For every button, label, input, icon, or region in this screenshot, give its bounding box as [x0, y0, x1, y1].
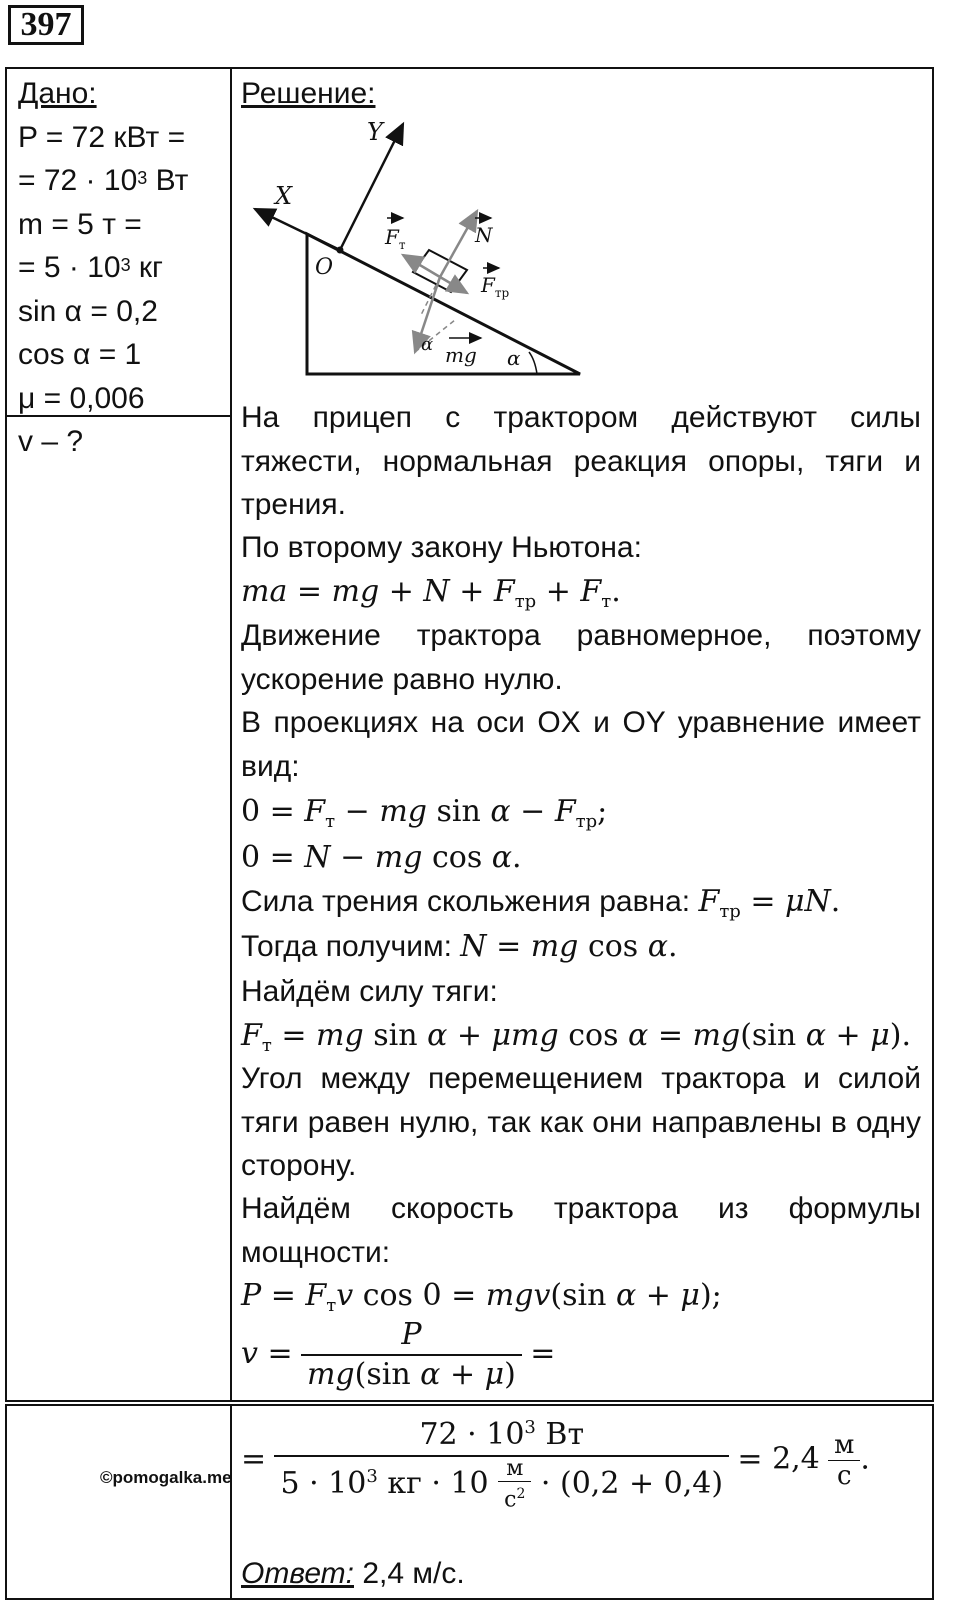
given-block — [18, 72, 188, 420]
angle-label-block: α — [421, 334, 434, 355]
column-divider — [230, 67, 232, 1402]
force-fr-label: $F_{тр}$ — [481, 273, 510, 300]
solution-text-4: В проекциях на оси OX и OY уравнение имеет вид: — [241, 706, 921, 783]
power-equation: $P = F_тv$ cos 0 = mgv(sin α + μ); — [241, 1278, 722, 1316]
incline-triangle — [307, 234, 580, 374]
given-line: m = 5 т = — [18, 207, 142, 241]
answer-value: 2,4 м/с. — [354, 1557, 465, 1590]
given-line: sin α = 0,2 — [18, 294, 158, 328]
x-axis — [255, 209, 340, 250]
find-block — [18, 420, 83, 464]
angle-arc — [529, 352, 537, 374]
answer-line — [241, 1552, 921, 1596]
projection-ox: $0 = F_т$ − mg $\sin \alpha - F_{тр}$; — [241, 794, 608, 832]
force-t-label: $F_т$ — [385, 225, 406, 252]
given-line: cos α = 1 — [18, 338, 142, 371]
given-line: = $72 \cdot 10^3$ Вт — [18, 164, 189, 197]
velocity-formula: v = $\frac{P}{\text{mg(sin α + μ)}}$ = — [241, 1317, 556, 1392]
solution-header-wrap — [241, 72, 921, 116]
solution-text-7: Найдём силу тяги: — [241, 975, 498, 1008]
force-n-vector — [440, 211, 477, 277]
solution-text-1: На прицеп с трактором действуют силы тяжести, нормальная реакция опоры, тяги и трения. — [241, 401, 921, 521]
angle-label-incline: α — [507, 346, 521, 370]
solution-text-8: Угол между перемещением трактора и силой тяги равен нулю, так как они направлены в одну сторону. — [241, 1062, 921, 1182]
friction-line: Сила трения скольжения равна: $F_{тр} = \mu N$. — [241, 884, 841, 922]
projection-oy: 0 = N − mg cos α. — [241, 840, 522, 875]
newton-equation: ma = mg + $N + F_{тр} + F_т$. — [241, 574, 621, 612]
trailer-block — [413, 250, 467, 292]
answer-label: Ответ: — [241, 1557, 354, 1590]
solution-text-9: Найдём скорость трактора из формулы мощности: — [241, 1192, 921, 1269]
velocity-fraction: $\frac{P}{\text{mg(sin α + μ)}}$ — [301, 1316, 522, 1394]
gravity-label: mg — [445, 343, 477, 367]
axis-y-label: Y — [367, 118, 383, 146]
find-line: v – ? — [18, 425, 84, 458]
incline-diagram — [245, 112, 595, 382]
problem-number: 397 — [8, 5, 84, 45]
origin-label: O — [315, 255, 334, 280]
given-line: μ = 0,006 — [18, 381, 145, 415]
force-fr-vector — [440, 277, 467, 293]
solution-text-2: По второму закону Ньютона: — [241, 531, 642, 564]
numeric-calculation: = $72 \cdot 10^3$ Вт $5 \cdot 10^3$ кг · 10 $\frac{м}{с^2}$ · (0,2 + 0,4) = 2,4 $\frac{м}{с}$ . — [241, 1408, 921, 1513]
force-n-label: N — [475, 223, 493, 247]
watermark: ©pomogalka.me — [100, 1468, 232, 1487]
traction-equation: $F_т$ = mg sin α + μmg cos α = mg(sin α + μ). — [241, 1018, 911, 1056]
given-line: = $5 \cdot 10^3$ кг — [18, 251, 163, 284]
solution-text-3: Движение трактора равномерное, поэтому ускорение равно нулю. — [241, 619, 921, 696]
force-t-vector — [403, 255, 440, 277]
given-header: Дано: — [18, 77, 97, 110]
numeric-fraction: $72 \cdot 10^3$ Вт $5 \cdot 10^3$ кг · 10 $\frac{м}{с^2}$ · (0,2 + 0,4) — [274, 1408, 729, 1513]
origin-dot — [337, 247, 344, 254]
normal-line: Тогда получим: N = mg cos α. — [241, 929, 678, 964]
axis-x-label: X — [275, 182, 293, 210]
solution-header: Решение: — [241, 77, 376, 110]
lower-column-divider — [230, 1404, 232, 1600]
given-line: P = 72 кВт = — [18, 120, 186, 154]
